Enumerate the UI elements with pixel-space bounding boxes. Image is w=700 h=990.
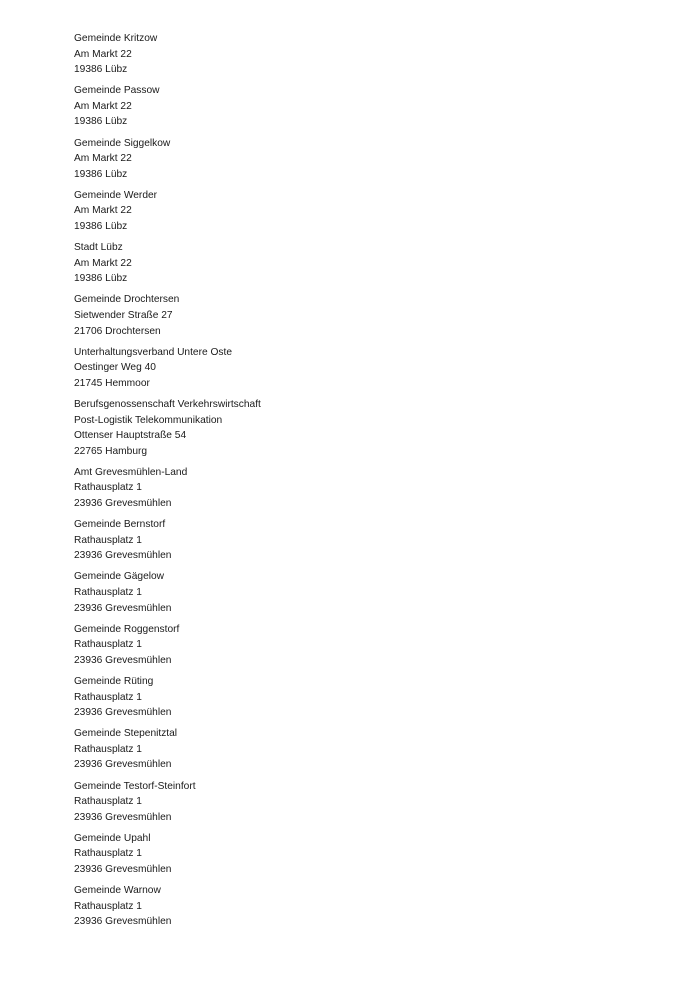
address-line: 23936 Grevesmühlen bbox=[74, 707, 172, 719]
address-line: Rathausplatz 1 bbox=[74, 534, 142, 546]
address-recipient: Gemeinde Testorf-Steinfort bbox=[74, 780, 196, 792]
address-entry bbox=[74, 465, 634, 512]
address-entry bbox=[74, 674, 634, 721]
address-recipient: Gemeinde Upahl bbox=[74, 832, 151, 844]
address-recipient: Gemeinde Stepenitztal bbox=[74, 728, 178, 740]
address-recipient: Gemeinde Passow bbox=[74, 85, 160, 97]
address-entry bbox=[74, 726, 634, 773]
address-entry bbox=[74, 188, 634, 235]
address-entry bbox=[74, 136, 634, 183]
address-entry bbox=[74, 240, 634, 287]
address-recipient: Gemeinde Warnow bbox=[74, 885, 161, 897]
address-recipient: Gemeinde Gägelow bbox=[74, 571, 165, 583]
address-line: Am Markt 22 bbox=[74, 100, 132, 112]
address-entry bbox=[74, 31, 634, 78]
address-line: 22765 Hamburg bbox=[74, 445, 148, 457]
address-line: 23936 Grevesmühlen bbox=[74, 654, 172, 666]
address-entry bbox=[74, 779, 634, 826]
address-entry bbox=[74, 345, 634, 392]
address-line: Rathausplatz 1 bbox=[74, 639, 142, 651]
address-line: Rathausplatz 1 bbox=[74, 796, 142, 808]
address-line: Am Markt 22 bbox=[74, 205, 132, 217]
address-line: 21745 Hemmoor bbox=[74, 377, 150, 389]
address-recipient: Gemeinde Rüting bbox=[74, 675, 154, 687]
address-line: Rathausplatz 1 bbox=[74, 482, 142, 494]
address-line: Rathausplatz 1 bbox=[74, 691, 142, 703]
address-line: Ottenser Hauptstraße 54 bbox=[74, 430, 187, 442]
address-line: 19386 Lübz bbox=[74, 221, 128, 233]
address-line: 23936 Grevesmühlen bbox=[74, 602, 172, 614]
address-line: 19386 Lübz bbox=[74, 168, 128, 180]
address-line: Sietwender Straße 27 bbox=[74, 310, 173, 321]
address-recipient: Gemeinde Roggenstorf bbox=[74, 623, 180, 635]
address-entry bbox=[74, 569, 634, 616]
address-line: Am Markt 22 bbox=[74, 153, 132, 165]
address-line: Am Markt 22 bbox=[74, 48, 132, 60]
address-recipient: Gemeinde Drochtersen bbox=[74, 294, 180, 306]
address-line: 23936 Grevesmühlen bbox=[74, 498, 172, 510]
address-entry bbox=[74, 292, 634, 339]
address-line: Rathausplatz 1 bbox=[74, 587, 142, 598]
address-line: 23936 Grevesmühlen bbox=[74, 550, 172, 562]
address-recipient: Gemeinde Werder bbox=[74, 189, 158, 201]
address-recipient: Unterhaltungsverband Untere Oste bbox=[74, 346, 232, 358]
address-line: 23936 Grevesmühlen bbox=[74, 759, 172, 771]
address-line: Rathausplatz 1 bbox=[74, 848, 142, 860]
address-entry bbox=[74, 517, 634, 564]
address-line: Rathausplatz 1 bbox=[74, 900, 142, 912]
address-line: 21706 Drochtersen bbox=[74, 325, 161, 337]
address-recipient: Gemeinde Siggelkow bbox=[74, 137, 171, 149]
address-entry bbox=[74, 622, 634, 669]
address-recipient: Amt Grevesmühlen-Land bbox=[74, 466, 188, 478]
address-line: Oestinger Weg 40 bbox=[74, 362, 156, 374]
address-line: 23936 Grevesmühlen bbox=[74, 916, 172, 928]
address-entry bbox=[74, 83, 634, 130]
address-line: 23936 Grevesmühlen bbox=[74, 864, 172, 875]
address-line: 23936 Grevesmühlen bbox=[74, 811, 172, 823]
address-entry bbox=[74, 831, 634, 878]
address-line: 19386 Lübz bbox=[74, 273, 128, 285]
address-line: Am Markt 22 bbox=[74, 257, 132, 269]
address-line: Post-Logistik Telekommunikation bbox=[74, 414, 223, 426]
address-recipient: Gemeinde Bernstorf bbox=[74, 519, 166, 531]
address-line: 19386 Lübz bbox=[74, 64, 128, 76]
address-entry bbox=[74, 883, 634, 930]
address-list bbox=[74, 31, 634, 935]
address-recipient: Stadt Lübz bbox=[74, 242, 123, 254]
address-entry bbox=[74, 397, 634, 459]
address-line: 19386 Lübz bbox=[74, 116, 128, 128]
address-line: Rathausplatz 1 bbox=[74, 743, 142, 755]
address-recipient: Gemeinde Kritzow bbox=[74, 33, 158, 44]
address-recipient: Berufsgenossenschaft Verkehrswirtschaft bbox=[74, 398, 261, 410]
